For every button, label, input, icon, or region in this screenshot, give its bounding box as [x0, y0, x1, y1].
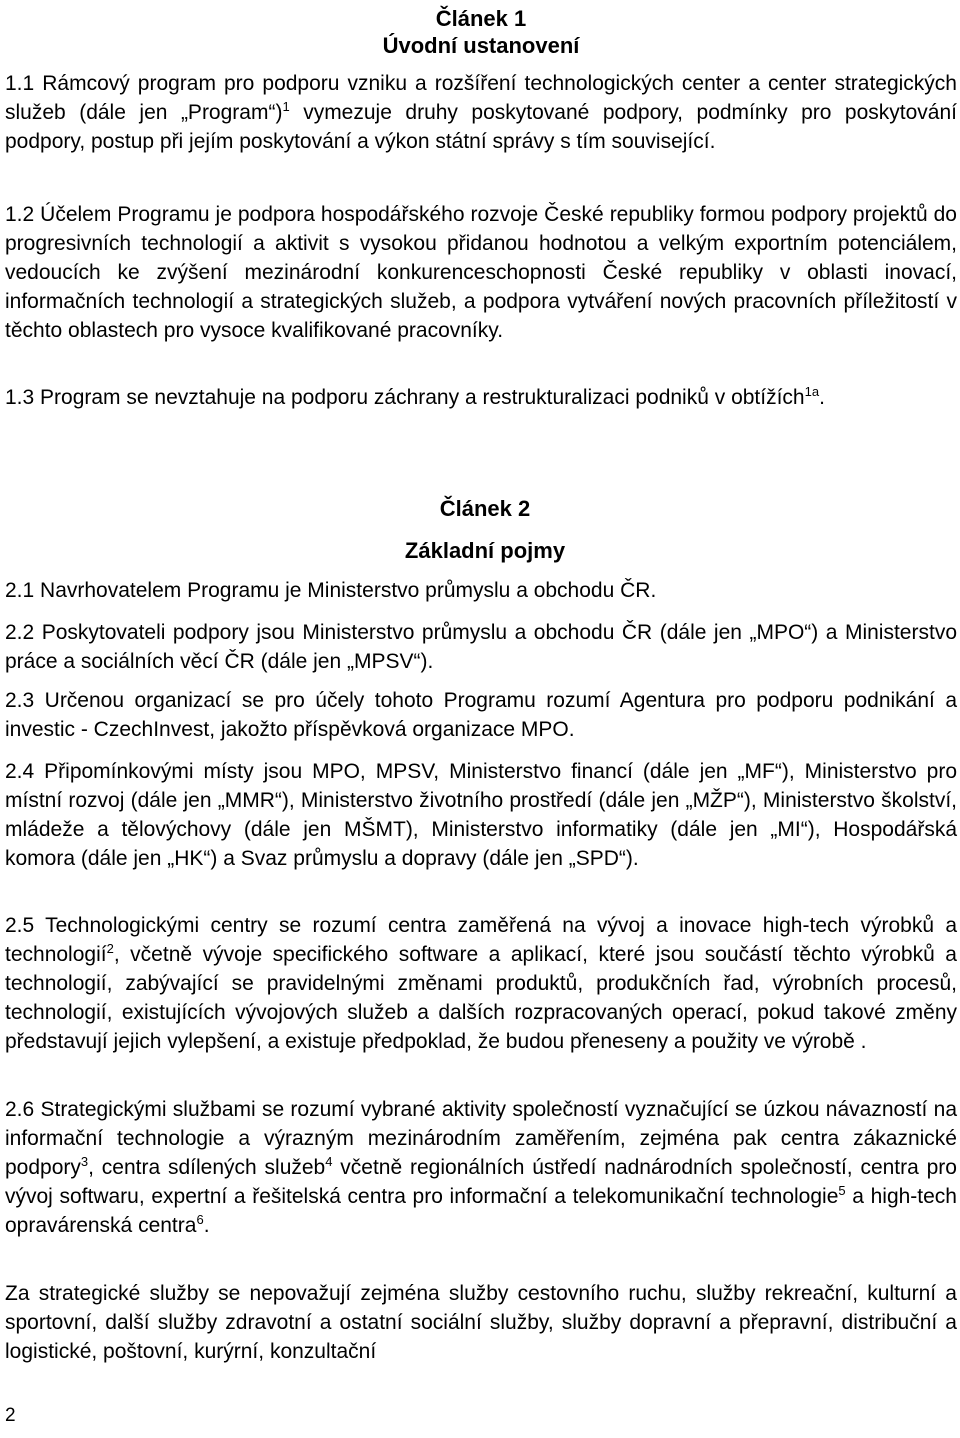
article-1-title: Článek 1	[435, 6, 527, 31]
paragraph-2-4: 2.4 Připomínkovými místy jsou MPO, MPSV, Ministerstvo financí (dále jen „MF“), Ministerstvo pro místní rozvoj (dále jen „MMR“), Ministerstvo životního prostředí (dále jen „MŽP“), Ministerstvo školství, mládeže a tělovýchovy (dále jen MŠMT), Ministerstvo informatiky (dále jen „MI“), Hospodářská komora (dále jen „HK“) a Svaz průmyslu a dopravy (dále jen „SPD“).	[5, 760, 957, 870]
footnote-ref: 5	[838, 1183, 846, 1198]
paragraph-2-5: 2.5 Technologickými centry se rozumí centra zaměřená na vývoj a inovace high-tech výrobků a technologií$^2$, včetně vývoje specifického software a aplikací, které jsou součástí těchto výrobků a technologií, zabývající se pravidelnými změnami produktů, produkčních řad, výrobních procesů, technologií, existujících vývojových služeb a dalších rozpracovaných operací, pokud takové změny představují jejich vylepšení, a existuje předpoklad, že budou přeneseny a použity ve výrobě .	[5, 914, 957, 1053]
footnote-ref: 4	[325, 1154, 333, 1169]
paragraph-1-2: 1.2 Účelem Programu je podpora hospodářského rozvoje České republiky formou podpory projektů do progresivních technologií a aktivit s vysokou přidanou hodnotou a velkým exportním potenciálem, vedoucích ke zvýšení mezinárodní konkurenceschopnosti České republiky v oblasti inovací, informačních technologií a strategických služeb, a podpora vytváření nových pracovních příležitostí v těchto oblastech pro vysoce kvalifikované pracovníky.	[5, 203, 957, 342]
footnote-ref: 2	[106, 941, 114, 956]
footnote-ref: 3	[80, 1154, 89, 1169]
footnote-ref: 1a	[804, 384, 820, 399]
article-2-title: Článek 2	[439, 496, 531, 521]
paragraph-2-3: 2.3 Určenou organizací se pro účely tohoto Programu rozumí Agentura pro podporu podnikání a investic - CzechInvest, jakožto příspěvková organizace MPO.	[5, 689, 957, 741]
paragraph-2-1: 2.1 Navrhovatelem Programu je Ministerstvo průmyslu a obchodu ČR.	[5, 579, 657, 602]
footnote-ref: 6	[196, 1212, 204, 1227]
paragraph-2-6: 2.6 Strategickými službami se rozumí vybrané aktivity společností vyznačující se úzkou návazností na informační technologie a výrazným mezinárodním zaměřením, zejména pak centra zákaznické podpory$^3$, centra sdílených služeb$^4$ včetně regionálních ústředí nadnárodních společností, centra pro vývoj softwaru, expertní a řešitelská centra pro informační a telekomunikační technologie$^5$ a high-tech opravárenská centra$^6$.	[5, 1098, 957, 1237]
paragraph-2-6-continued: Za strategické služby se nepovažují zejména služby cestovního ruchu, služby rekreační, kulturní a sportovní, další služby zdravotní a ostatní sociální služby, služby dopravní a přepravní, distribuční a logistické, poštovní, kurýrní, konzultační	[5, 1282, 957, 1363]
footnote-ref: 1	[282, 99, 290, 114]
paragraph-1-1: 1.1 Rámcový program pro podporu vzniku a rozšíření technologických center a center strategických služeb (dále jen „Program“)$^1$ vymezuje druhy poskytované podpory, podmínky pro poskytování podpory, postup při jejím poskytování a výkon státní správy s tím související.	[5, 72, 957, 153]
paragraph-2-2: 2.2 Poskytovateli podpory jsou Ministerstvo průmyslu a obchodu ČR (dále jen „MPO“) a Ministerstvo práce a sociálních věcí ČR (dále jen „MPSV“).	[5, 621, 957, 673]
paragraph-1-3: 1.3 Program se nevztahuje na podporu záchrany a restrukturalizaci podniků v obtížích$^{1a}$.	[5, 384, 825, 409]
page-number: 2	[5, 1405, 16, 1426]
article-2-subtitle: Základní pojmy	[404, 538, 566, 563]
article-1-subtitle: Úvodní ustanovení	[382, 33, 580, 58]
